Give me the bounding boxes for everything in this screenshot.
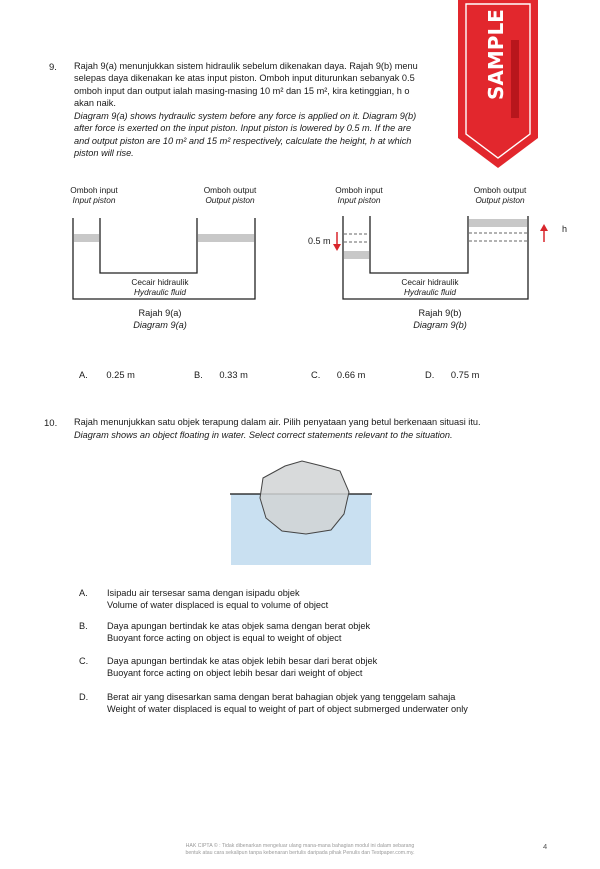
label-ms: Omboh output: [203, 185, 257, 195]
option-text-ms: Isipadu air tersesar sama dengan isipadu objek: [107, 588, 300, 598]
page-number: 4: [543, 842, 548, 851]
option-text-ms: Daya apungan bertindak ke atas objek sama dengan berat objek: [107, 621, 371, 631]
q9-malay-line: akan naik.: [74, 98, 116, 109]
label-en: Input piston: [337, 195, 381, 205]
label-ms: Cecair hidraulik: [131, 277, 189, 287]
diagram-b-caption: [385, 307, 495, 331]
copyright-footer: [120, 843, 480, 857]
output-piston-a: [198, 234, 254, 242]
option-text: 0.25 m: [106, 370, 135, 380]
displacement-label: 0.5 m: [308, 236, 331, 246]
label-en: Output piston: [205, 195, 255, 205]
label-ms: Cecair hidraulik: [401, 277, 459, 287]
height-label: h: [562, 224, 568, 234]
option-text: 0.75 m: [450, 370, 480, 380]
diagram-a-output-label: [180, 185, 280, 205]
output-piston-b: [469, 219, 527, 227]
q9-english-line: piston will rise.: [74, 148, 134, 159]
option-text: 0.66 m: [336, 370, 366, 380]
question-10-number: 10.: [44, 418, 58, 429]
option-text-en: Buoyant force acting on object is equal to weight of object: [107, 633, 342, 643]
option-letter: B.: [194, 370, 203, 380]
caption-ms: Rajah 9(b): [418, 308, 462, 318]
input-piston-a: [74, 234, 99, 242]
label-ms: Omboh output: [473, 185, 527, 195]
floating-object: [260, 461, 349, 534]
down-arrow-icon: [332, 231, 342, 253]
label-en: Hydraulic fluid: [133, 287, 187, 297]
q9-option-a[interactable]: [79, 370, 135, 380]
question-10-text-malay: Rajah menunjukkan satu objek terapung dalam air. Pilih penyataan yang betul berkenaan situasi itu.: [74, 417, 481, 427]
q9-english-line: after force is exerted on the input piston. Input piston is lowered by 0.5 m. If the are: [74, 123, 412, 134]
option-text-en: Weight of water displaced is equal to weight of part of object submerged underwater only: [107, 704, 468, 714]
option-text: 0.33 m: [219, 370, 248, 380]
diagram-b-input-label: [309, 185, 409, 205]
option-letter: C.: [79, 656, 89, 666]
label-en: Hydraulic fluid: [403, 287, 457, 297]
diagram-b-output-label: [450, 185, 550, 205]
diagram-a-caption: [105, 307, 215, 331]
floating-object-diagram: [230, 458, 372, 566]
option-text-ms: Berat air yang disesarkan sama dengan berat bahagian objek yang tenggelam sahaja: [107, 692, 456, 702]
label-ms: Omboh input: [335, 185, 383, 195]
q9-malay-line: selepas daya dikenakan ke atas input piston. Omboh input diturunkan sebanyak 0.5: [74, 73, 415, 84]
footer-line: HAK CIPTA © : Tidak dibenarkan mengeluar ulang mana-mana bahagian modul ini dalam sebarang: [185, 843, 415, 849]
label-en: Input piston: [72, 195, 116, 205]
option-letter: A.: [79, 370, 88, 380]
question-9-number: 9.: [49, 62, 57, 73]
footer-line: bentuk atau cara sekalipun tanpa kebenaran bertulis daripada pihak Penulis dan Testpaper.com.my.: [185, 850, 415, 856]
label-ms: Omboh input: [70, 185, 118, 195]
caption-en: Diagram 9(a): [133, 320, 187, 330]
option-text-en: Volume of water displaced is equal to volume of object: [107, 600, 329, 610]
option-letter: B.: [79, 621, 88, 631]
question-9-text-english: [74, 110, 416, 160]
option-letter: A.: [79, 588, 88, 598]
up-arrow-icon: [539, 222, 549, 244]
q9-option-d[interactable]: [425, 370, 479, 380]
diagram-a-input-label: [44, 185, 144, 205]
q9-english-line: Diagram 9(a) shows hydraulic system before any force is applied on it. Diagram 9(b): [74, 111, 417, 121]
option-text-en: Buoyant force acting on object lebih besar dari weight of object: [107, 668, 363, 678]
q9-option-c[interactable]: [311, 370, 365, 380]
badge-side-strip: [511, 40, 519, 118]
option-text-ms: Daya apungan bertindak ke atas objek lebih besar dari berat objek: [107, 656, 378, 666]
diagram-a-fluid-label: [105, 277, 215, 297]
caption-en: Diagram 9(b): [413, 320, 467, 330]
sample-badge-text: SAMPLE: [484, 9, 508, 100]
input-piston-b: [344, 251, 369, 259]
q9-malay-line: omboh input dan output ialah masing-masing 10 m² dan 15 m², kira ketinggian, h o: [74, 85, 410, 96]
label-en: Output piston: [475, 195, 525, 205]
option-letter: D.: [79, 692, 89, 702]
question-9-text-malay: [74, 60, 418, 110]
q9-option-b[interactable]: [194, 370, 248, 380]
option-letter: D.: [425, 370, 435, 380]
sample-badge: [458, 0, 538, 172]
caption-ms: Rajah 9(a): [138, 308, 182, 318]
diagram-b-fluid-label: [375, 277, 485, 297]
q9-malay-line: Rajah 9(a) menunjukkan sistem hidraulik sebelum dikenakan daya. Rajah 9(b) menu: [74, 61, 418, 71]
question-10-text-english: Diagram shows an object floating in water. Select correct statements relevant to the situation.: [74, 430, 453, 440]
q9-english-line: and output piston are 10 m² and 15 m² respectively, calculate the height, h at which: [74, 135, 412, 146]
option-letter: C.: [311, 370, 321, 380]
